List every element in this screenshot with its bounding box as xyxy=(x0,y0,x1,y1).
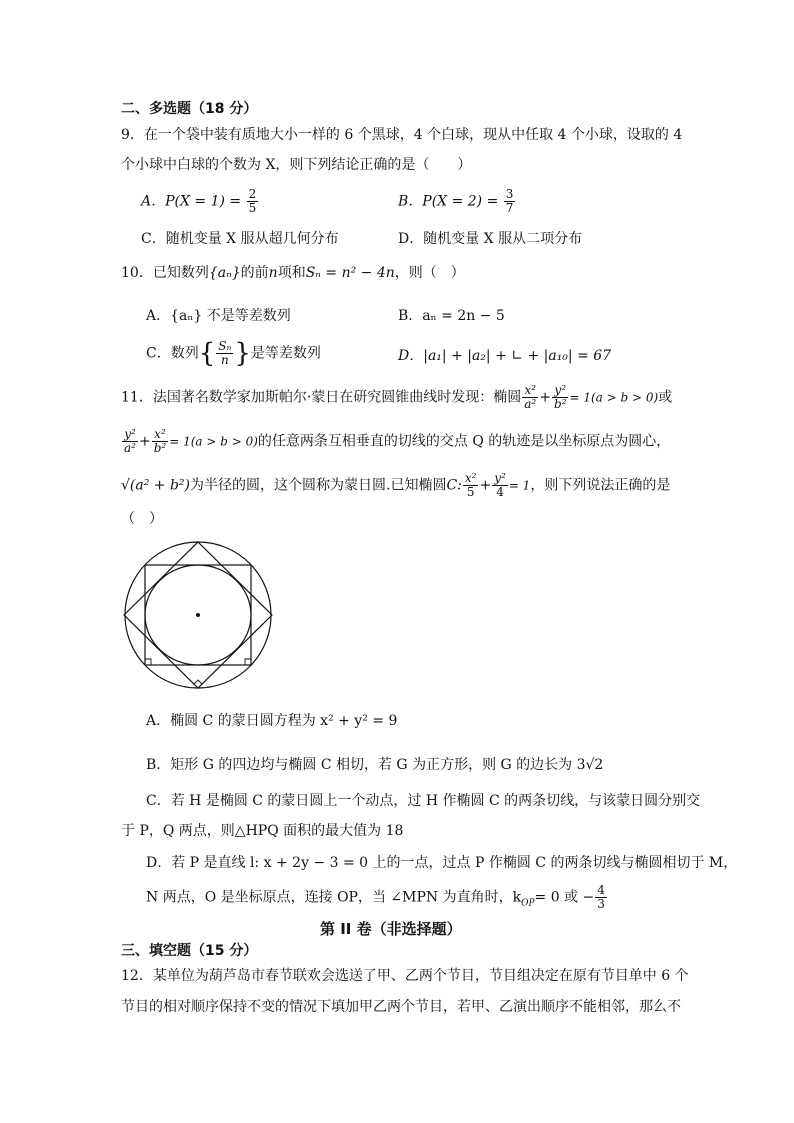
q9-option-b xyxy=(398,188,516,215)
q10-c-fraction xyxy=(216,340,233,367)
q10-stem-a: 10．已知数列 xyxy=(121,265,209,281)
q11-d2-sub: OP xyxy=(521,898,535,909)
q9-stem-line2: 个小球中白球的个数为 X，则下列结论正确的是（ ） xyxy=(121,157,472,173)
denominator: 3 xyxy=(597,897,605,911)
right-brace: } xyxy=(234,338,251,369)
q11-l1a: 11．法国著名数学家加斯帕尔·蒙日在研究圆锥曲线时发现：椭圆 xyxy=(121,389,522,406)
q9-a-label: A．P(X = 1) = xyxy=(141,193,242,210)
numerator: y² xyxy=(122,428,138,442)
q11-d2a: N 两点，O 是坐标原点，连接 OP，当 ∠MPN 为直角时，k xyxy=(146,889,522,906)
denominator: b² xyxy=(153,441,167,455)
q11-l3a: 为半径的圆，这个圆称为蒙日圆.已知椭圆 xyxy=(190,477,447,494)
q11-option-a: A．椭圆 C 的蒙日圆方程为 x² + y² = 9 xyxy=(146,713,398,729)
frac xyxy=(552,384,569,411)
denominator: 5 xyxy=(248,201,257,215)
q11-line2: $\frac{\text{y²}}{\text{a²}}$ + $\frac{\text{x²}}{\text{b²}}$ = 1(a > b > 0)的任意两条互相垂直的切线的交点 Q 的轨迹是以坐标原点为圆心， xyxy=(124,427,671,455)
q11-answer-paren: （ ） xyxy=(121,511,163,527)
q9-b-label: B．P(X = 2) = xyxy=(398,193,499,210)
q11-line1: 11．法国著名数学家加斯帕尔·蒙日在研究圆锥曲线时发现：椭圆 $\frac{\text{x²}}{\text{a²}}$ + $\frac{\text{y²}}{\text{b²}}$ = 1(a > b > 0)或 xyxy=(121,383,673,411)
q11-option-c-line2: 于 P，Q 两点，则△HPQ 面积的最大值为 18 xyxy=(121,823,404,839)
q10-option-d xyxy=(398,345,611,367)
monge-circle-figure xyxy=(120,540,278,692)
left-brace: { xyxy=(198,338,216,369)
eq-tail: = 1 xyxy=(508,478,531,493)
q9-stem-line1: 9．在一个袋中装有质地大小一样的 6 个黑球，4 个白球，现从中任取 4 个小球，设取的 4 xyxy=(121,127,683,143)
numerator: x² xyxy=(464,471,477,485)
denominator: a² xyxy=(524,397,537,411)
frac xyxy=(595,884,607,911)
eq-tail: = 1(a > b > 0) xyxy=(569,390,659,405)
denominator: 5 xyxy=(466,485,475,499)
q11-option-d-line2 xyxy=(146,884,608,914)
q10-d-text: D．|a₁| + |a₂| + ∟ + |a₁₀| = 67 xyxy=(398,348,612,364)
frac xyxy=(122,428,138,455)
q10-option-c xyxy=(146,340,321,367)
right-angle-mark xyxy=(194,680,202,684)
q10-n: n xyxy=(268,265,278,281)
q11-option-c-line1: C．若 H 是椭圆 C 的蒙日圆上一个动点，过 H 作椭圆 C 的两条切线，与该蒙日圆分别交 xyxy=(146,793,701,809)
q9-b-fraction xyxy=(504,188,516,215)
part2-title: 第 II 卷（非选择题） xyxy=(320,920,462,938)
q10-stem xyxy=(121,262,465,284)
denominator: 4 xyxy=(496,485,504,499)
q11-option-d-line1: D．若 P 是直线 l: x + 2y − 3 = 0 上的一点，过点 P 作椭圆 C 的两条切线与椭圆相切于 M， xyxy=(146,855,738,871)
q11-option-b: B．矩形 G 的四边均与椭圆 C 相切，若 G 为正方形，则 G 的边长为 3√2 xyxy=(146,757,604,773)
frac xyxy=(152,428,169,455)
numerator: x² xyxy=(152,428,169,442)
q10-formula: Sₙ = n² − 4n xyxy=(305,265,395,281)
numerator: 2 xyxy=(248,187,257,201)
right-angle-mark xyxy=(245,659,251,665)
frac xyxy=(522,384,538,411)
q11-d2b: = 0 或 − xyxy=(534,889,595,906)
numerator: 4 xyxy=(597,883,605,897)
q10-c-b: 是等差数列 xyxy=(250,345,321,362)
q10-option-a: A．{aₙ} 不是等差数列 xyxy=(146,308,291,324)
center-point xyxy=(196,613,200,617)
numerator: Sₙ xyxy=(218,339,232,353)
denominator: b² xyxy=(553,397,567,411)
right-angle-mark xyxy=(145,659,151,665)
eq-tail: = 1(a > b > 0) xyxy=(169,434,258,449)
q10-stem-b: 的前 xyxy=(240,265,269,281)
q11-line3: √(a² + b²)为半径的圆，这个圆称为蒙日圆.已知椭圆C: $\frac{\text{x²}}{5}$ + $\frac{\text{y²}}{4}$ = 1，则下列说法正确的是 xyxy=(121,471,671,499)
numerator: 3 xyxy=(505,187,514,201)
q11-l1b: 或 xyxy=(658,389,673,406)
denominator: a² xyxy=(124,441,136,455)
q11-root: √(a² + b²) xyxy=(121,477,191,494)
q10-c-a: C．数列 xyxy=(146,345,199,362)
q11-c: C: xyxy=(446,477,462,494)
numerator: y² xyxy=(552,384,569,398)
q9-a-fraction xyxy=(247,188,259,215)
q9-option-a xyxy=(141,188,259,215)
numerator: x² xyxy=(522,384,538,398)
frac xyxy=(463,472,479,499)
q9-option-d: D．随机变量 X 服从二项分布 xyxy=(398,231,583,247)
numerator: y² xyxy=(494,471,506,485)
q12-line2: 节目的相对顺序保持不变的情况下填加甲乙两个节目，若甲、乙演出顺序不能相邻，那么不 xyxy=(121,999,681,1015)
q12-line1: 12．某单位为葫芦岛市春节联欢会选送了甲、乙两个节目，节目组决定在原有节目单中 6 个 xyxy=(121,968,689,984)
q9-option-c: C．随机变量 X 服从超几何分布 xyxy=(141,231,339,247)
section-multi-choice: 二、多选题（18 分） xyxy=(121,101,258,117)
q11-l3b: ，则下列说法正确的是 xyxy=(530,477,671,494)
q10-stem-d: ，则（ ） xyxy=(394,265,465,281)
denominator: 7 xyxy=(505,201,514,215)
section-fill-blank: 三、填空题（15 分） xyxy=(121,943,258,959)
q11-l2b: 的任意两条互相垂直的切线的交点 Q 的轨迹是以坐标原点为圆心， xyxy=(257,433,671,450)
q10-seq: {aₙ} xyxy=(208,265,241,281)
q10-stem-c: 项和 xyxy=(277,265,306,281)
q10-option-b: B．aₙ = 2n − 5 xyxy=(398,308,505,324)
denominator: n xyxy=(220,353,229,367)
frac xyxy=(492,472,508,499)
